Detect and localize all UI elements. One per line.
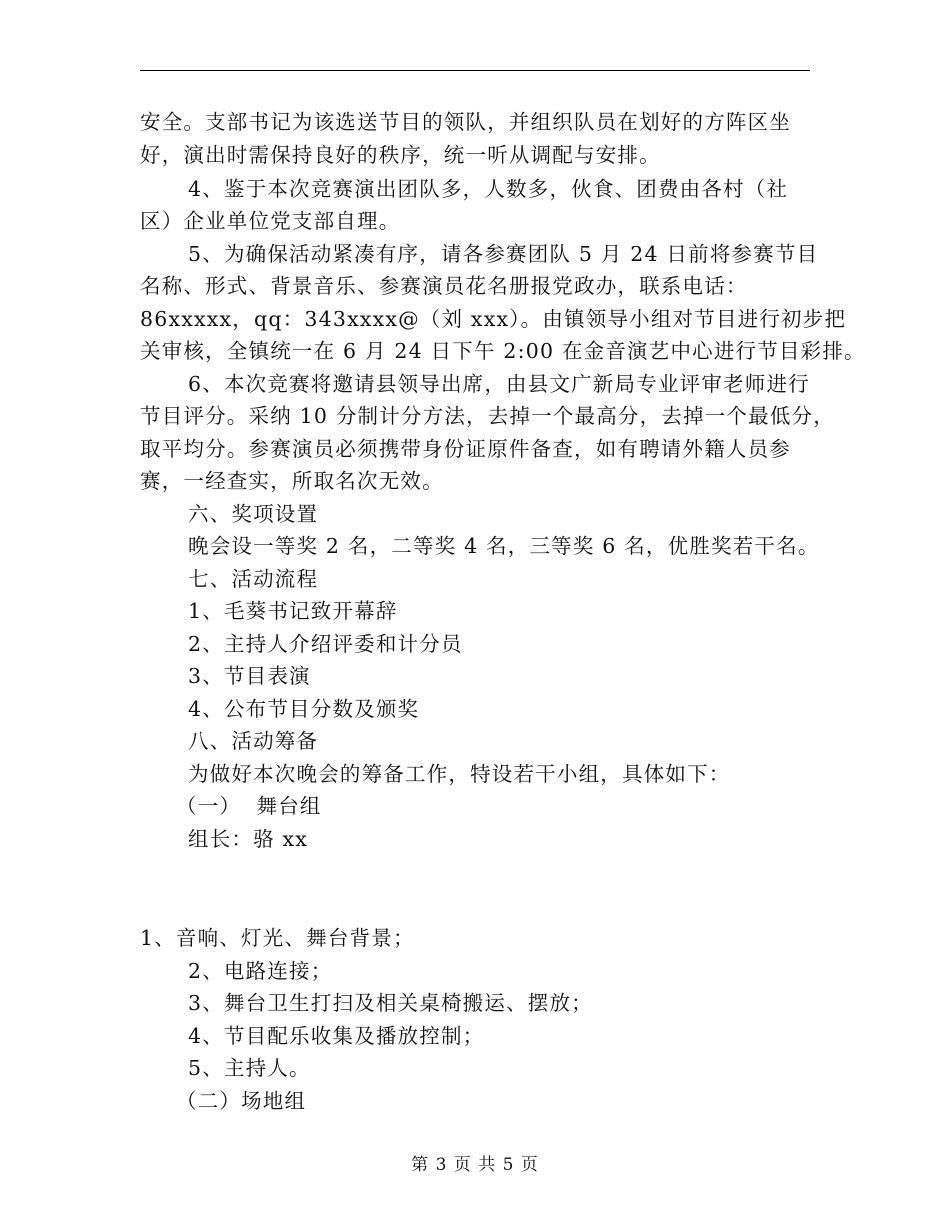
flow-item: 3、节目表演 [188, 664, 311, 688]
section-heading-prep: 八、活动筹备 [188, 729, 319, 753]
list-item-4: 4、鉴于本次竞赛演出团队多，人数多，伙食、团费由各村（社 [188, 177, 789, 201]
body-line: 晚会设一等奖 2 名，二等奖 4 名，三等奖 6 名，优胜奖若干名。 [188, 534, 820, 558]
task-item: 4、节目配乐收集及播放控制； [188, 1024, 485, 1048]
body-line: 好，演出时需保持良好的秩序，统一听从调配与安排。 [140, 143, 661, 167]
body-line: 安全。支部书记为该选送节目的领队，并组织队员在划好的方阵区坐 [140, 110, 791, 134]
section-heading-awards: 六、奖项设置 [188, 502, 319, 526]
body-line: 关审核，全镇统一在 6 月 24 日下午 2:00 在金音演艺中心进行节目彩排。 [140, 339, 866, 363]
page-number: 第 3 页 共 5 页 [411, 1155, 539, 1175]
body-line: 为做好本次晚会的筹备工作，特设若干小组，具体如下： [188, 762, 731, 786]
body-line: 取平均分。参赛演员必须携带身份证原件备查，如有聘请外籍人员参 [140, 437, 791, 461]
flow-item: 2、主持人介绍评委和计分员 [188, 632, 463, 656]
task-item: 1、音响、灯光、舞台背景； [140, 926, 415, 950]
body-line: 赛，一经查实，所取名次无效。 [140, 469, 444, 493]
body-line: 名称、形式、背景音乐、参赛演员花名册报党政办，联系电话： [140, 274, 748, 298]
flow-item: 4、公布节目分数及颁奖 [188, 697, 420, 721]
list-item-5: 5、为确保活动紧凑有序，请各参赛团队 5 月 24 日前将参赛节目 [188, 242, 819, 266]
subsection-heading-stage: （一） 舞台组 [176, 794, 322, 818]
task-item: 3、舞台卫生打扫及相关桌椅搬运、摆放； [188, 991, 593, 1015]
body-line: 组长：骆 xx [188, 827, 309, 851]
task-item: 2、电路连接； [188, 959, 333, 983]
task-item: 5、主持人。 [188, 1056, 311, 1080]
flow-item: 1、毛葵书记致开幕辞 [188, 599, 398, 623]
header-rule [140, 70, 810, 71]
body-line: 86xxxxx，qq：343xxxx@（刘 xxx）。由镇领导小组对节目进行初步把 [140, 307, 847, 331]
list-item-6: 6、本次竞赛将邀请县领导出席，由县文广新局专业评审老师进行 [188, 372, 810, 396]
body-line: 区）企业单位党支部自理。 [140, 209, 401, 233]
subsection-heading-venue: （二）场地组 [176, 1089, 307, 1113]
body-line: 节目评分。采纳 10 分制计分方法，去掉一个最高分，去掉一个最低分， [140, 404, 835, 428]
section-heading-flow: 七、活动流程 [188, 567, 319, 591]
